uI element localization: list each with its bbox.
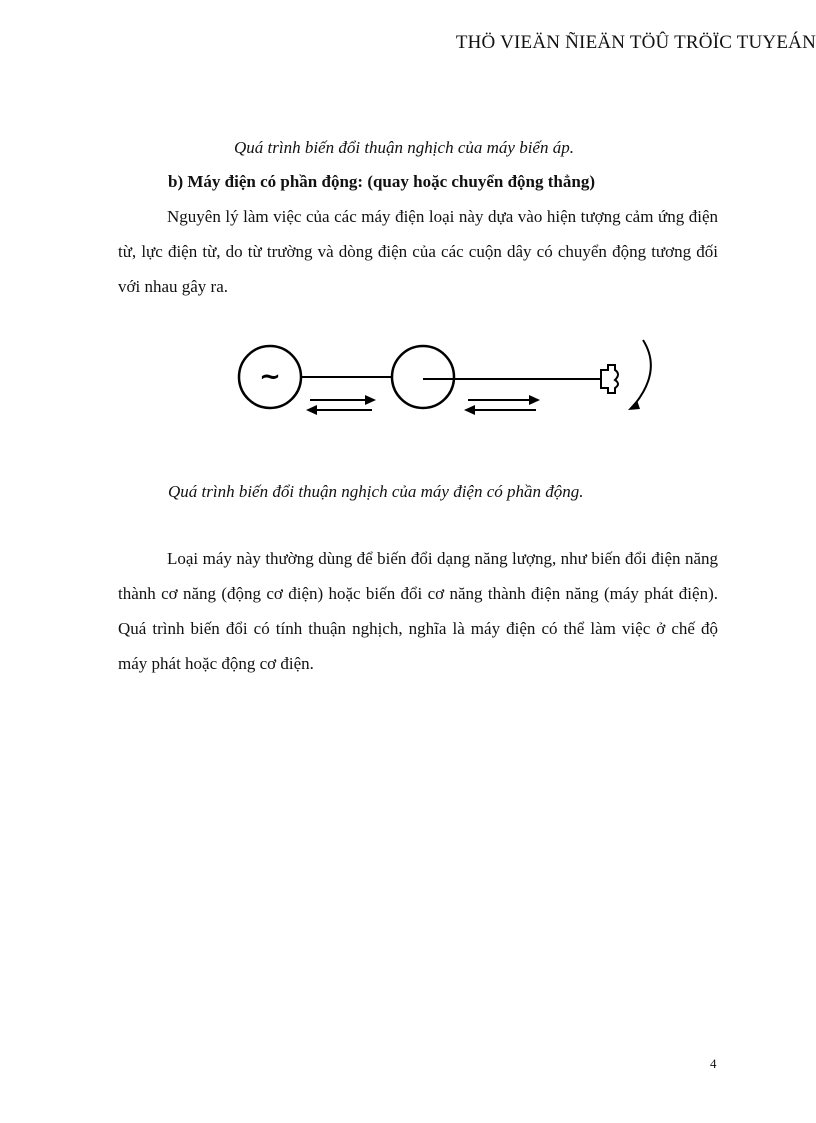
section-heading-b: b) Máy điện có phần động: (quay hoặc chuyển động thẳng)	[168, 172, 595, 191]
paragraph-usage: Loại máy này thường dùng để biến đổi dạng năng lượng, như biến đổi điện năng thành cơ năng (động cơ điện) hoặc biến đổi cơ năng thành điện năng (máy phát điện). Quá trình biến đổi có tính thuận nghịch, nghĩa là máy điện có thể làm việc ở chế độ máy phát hoặc động cơ điện.	[118, 549, 718, 673]
page-header: THÖ VIEÄN ÑIEÄN TÖÛ TRÖÏC TUYEÁN	[455, 32, 816, 53]
ac-source-symbol: ~	[259, 362, 281, 392]
mechanical-load-icon	[601, 365, 618, 393]
machine-circle	[392, 346, 454, 408]
paragraph-principle: Nguyên lý làm việc của các máy điện loại này dựa vào hiện tượng cảm ứng điện từ, lực điện từ, do từ trường và dòng điện của các cuộn dây có chuyển động tương đối với nhau gây ra.	[118, 207, 718, 296]
page-number: 4	[710, 1056, 717, 1071]
rotation-arrow-icon	[635, 340, 651, 404]
caption-transformer: Quá trình biến đổi thuận nghịch của máy biến áp.	[234, 138, 574, 157]
energy-conversion-diagram	[230, 330, 670, 430]
caption-rotating-machine: Quá trình biến đổi thuận nghịch của máy điện có phần động.	[168, 482, 584, 501]
